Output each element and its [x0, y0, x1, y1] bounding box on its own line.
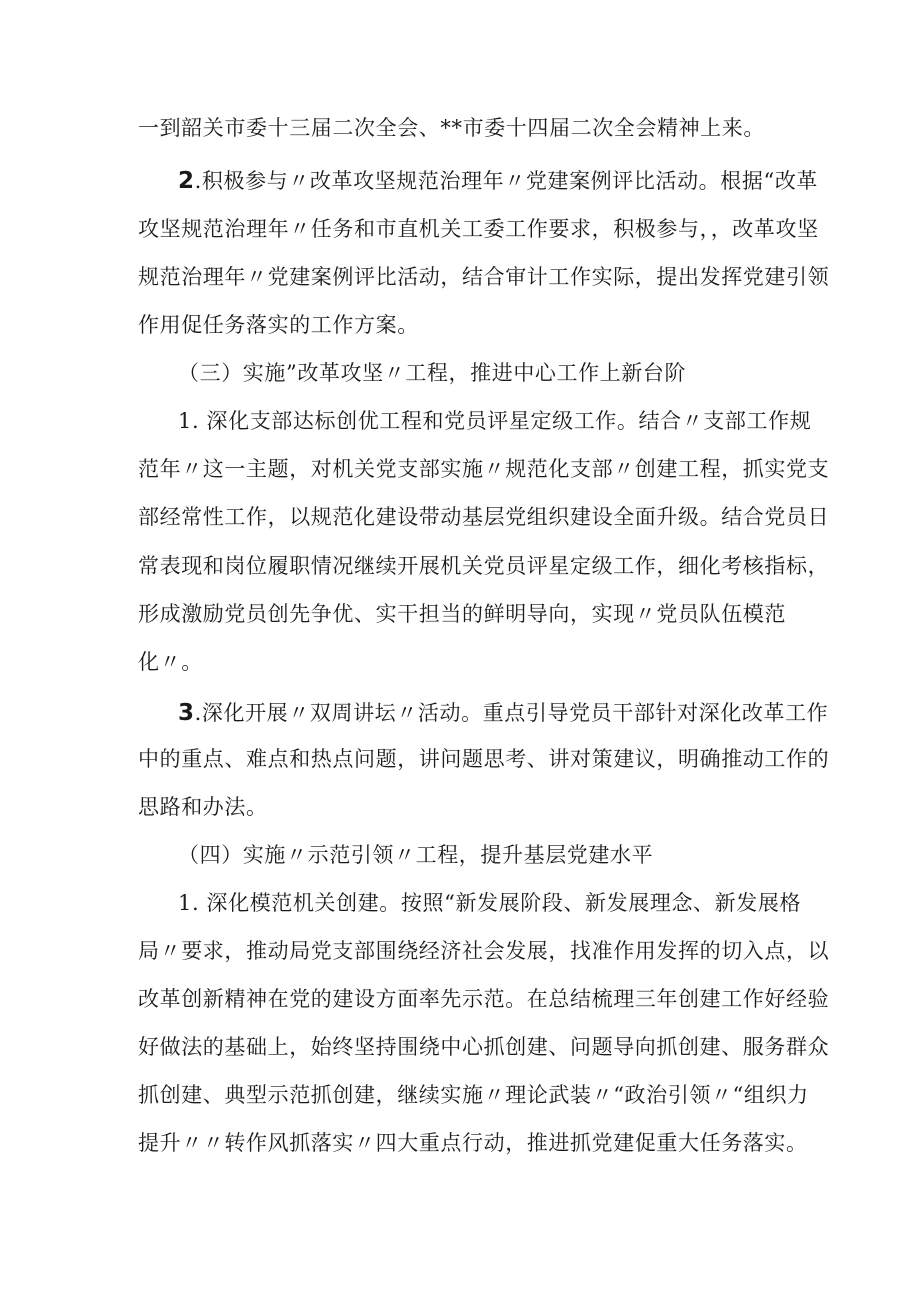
paragraph-item-2	[178, 170, 818, 193]
text-line: 1. 深化模范机关创建。按照“新发展阶段、新发展理念、新发展格	[178, 891, 802, 915]
text-line: 形成激励党员创先争优、实干担当的鲜明导向，实现〃党员队伍模范	[138, 602, 786, 626]
item-number: 2	[178, 168, 195, 194]
text-line: 化〃。	[138, 650, 203, 674]
text-line: 常表现和岗位履职情况继续开展机关党员评星定级工作，细化考核指标，	[138, 554, 830, 578]
text-line: .积极参与〃改革攻坚规范治理年〃党建案例评比活动。根据“改革	[194, 169, 819, 193]
text-line: 改革创新精神在党的建设方面率先示范。在总结梳理三年创建工作好经验	[138, 987, 830, 1011]
text-line: .深化开展〃双周讲坛〃活动。重点引导党员干部针对深化改革工作	[194, 701, 829, 725]
paragraph-item-3	[178, 702, 828, 725]
text-line: 一到韶关市委十三届二次全会、**市委十四届二次全会精神上来。	[138, 116, 765, 140]
text-line: 范年〃这一主题，对机关党支部实施〃规范化支部〃创建工程，抓实党支	[138, 457, 830, 481]
text-line: 部经常性工作，以规范化建设带动基层党组织建设全面升级。结合党员日	[138, 505, 830, 529]
text-line: 好做法的基础上，始终坚持围绕中心抓创建、问题导向抓创建、服务群众	[138, 1035, 830, 1059]
text-line: 提升〃〃转作风抓落实〃四大重点行动，推进抓党建促重大任务落实。	[138, 1131, 808, 1155]
text-line: 思路和办法。	[138, 795, 268, 819]
text-line: 中的重点、难点和热点问题，讲问题思考、讲对策建议，明确推动工作的	[138, 747, 830, 771]
text-line: 作用促任务落实的工作方案。	[138, 313, 419, 337]
text-line: 攻坚规范治理年〃任务和市直机关工委工作要求，积极参与，，改革攻坚	[138, 217, 819, 241]
text-line: 1. 深化支部达标创优工程和党员评星定级工作。结合〃支部工作规	[178, 409, 812, 433]
section-heading-3: （三）实施”改革攻坚〃工程，推进中心工作上新台阶	[178, 361, 687, 385]
item-number: 3	[178, 700, 195, 726]
text-line: 抓创建、典型示范抓创建，继续实施〃理论武装〃“政治引领〃“组织力	[138, 1083, 809, 1107]
text-line: 局〃要求，推动局党支部围绕经济社会发展，找准作用发挥的切入点，以	[138, 939, 830, 963]
section-heading-4: （四）实施〃示范引领〃工程，提升基层党建水平	[178, 843, 654, 867]
text-line: 规范治理年〃党建案例评比活动，结合审计工作实际，提出发挥党建引领	[138, 265, 830, 289]
